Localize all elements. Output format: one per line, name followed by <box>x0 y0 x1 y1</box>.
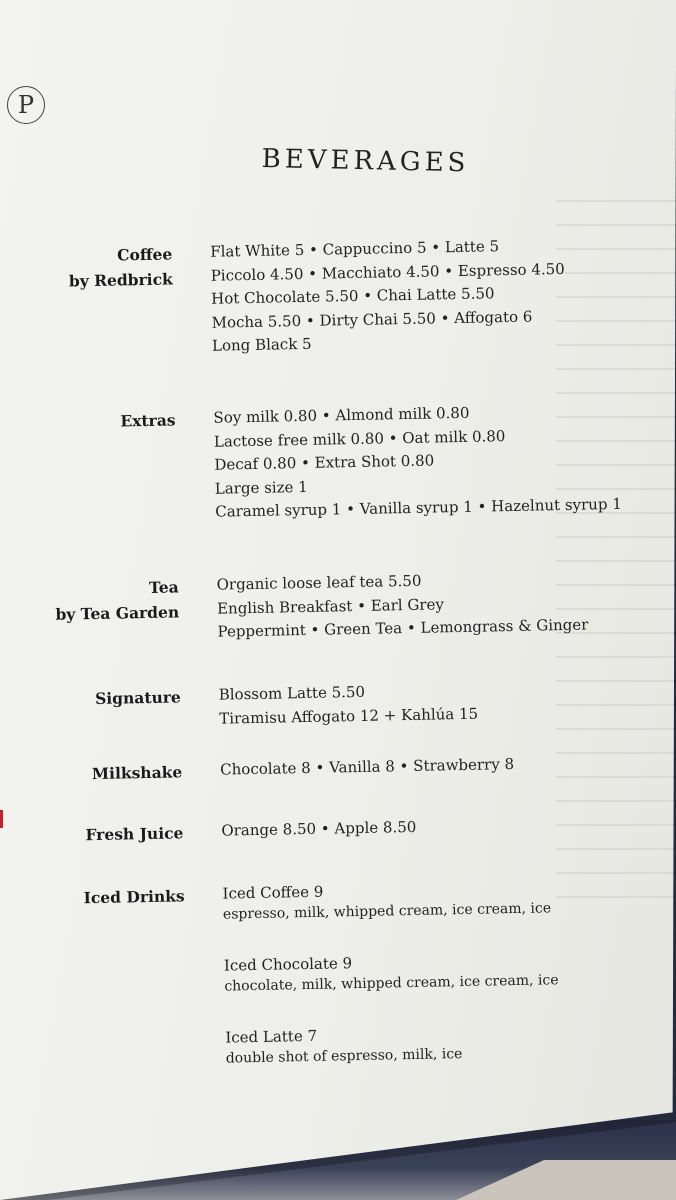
section-label-line: Extras <box>120 410 176 431</box>
section-signature <box>9 675 676 728</box>
section-label <box>9 684 181 712</box>
menu-item-line: Tiramisu Affogato 12 + Kahlúa 15 <box>219 704 479 728</box>
menu-item-line: Caramel syrup 1 • Vanilla syrup 1 • Hazelnut syrup 1 <box>215 494 622 521</box>
menu-item-line: Mocha 5.50 • Dirty Chai 5.50 • Affogato 6 <box>211 307 533 332</box>
menu-item-line: Large size 1 <box>214 477 308 498</box>
menu-item-line: Long Black 5 <box>211 334 312 355</box>
section-items <box>210 234 566 358</box>
iced-drink-description: double shot of espresso, milk, ice <box>225 1046 463 1067</box>
section-fresh-juice <box>11 811 676 845</box>
iced-drink-name: Iced Latte 7 <box>225 1026 318 1047</box>
section-items <box>221 816 416 843</box>
section-tea <box>6 565 676 641</box>
section-coffee <box>0 232 676 355</box>
section-items <box>219 679 479 731</box>
section-label <box>10 759 182 787</box>
menu-item-line: Organic loose leaf tea 5.50 <box>216 571 422 594</box>
menu-item-line: Soy milk 0.80 • Almond milk 0.80 <box>213 403 470 427</box>
iced-drink-item <box>222 876 557 924</box>
menu-item-line: Orange 8.50 • Apple 8.50 <box>221 817 417 840</box>
section-label-line: by Tea Garden <box>55 602 180 624</box>
section-items <box>216 567 588 645</box>
menu-item-line: Hot Chocolate 5.50 • Chai Latte 5.50 <box>210 284 495 308</box>
red-edge-mark <box>0 810 3 828</box>
iced-drink-name: Iced Coffee 9 <box>222 882 324 903</box>
logo-letter: P <box>17 91 35 119</box>
iced-drink-item <box>225 1020 560 1068</box>
iced-drink-item <box>224 948 559 996</box>
section-iced-drinks <box>12 874 676 1067</box>
section-label-line: Fresh Juice <box>85 823 184 845</box>
section-items <box>213 399 622 524</box>
menu-item-line: Piccolo 4.50 • Macchiato 4.50 • Espresso 4.50 <box>210 259 565 285</box>
menu-item-line: Chocolate 8 • Vanilla 8 • Strawberry 8 <box>220 754 515 779</box>
menu-item-line: Flat White 5 • Cappuccino 5 • Latte 5 <box>210 237 500 261</box>
section-extras <box>3 398 676 521</box>
section-label-line: Coffee <box>116 244 173 265</box>
menu-item-line: Lactose free milk 0.80 • Oat milk 0.80 <box>213 426 506 451</box>
menu-item-line: Blossom Latte 5.50 <box>218 682 366 704</box>
menu-item-line: Peppermint • Green Tea • Lemongrass & Ginger <box>217 615 589 641</box>
iced-drink-description: chocolate, milk, whipped cream, ice cream, ice <box>224 972 559 995</box>
section-label <box>11 820 183 848</box>
section-label-line: Signature <box>94 687 181 709</box>
iced-drink-name: Iced Chocolate 9 <box>223 954 353 975</box>
section-label <box>6 574 179 627</box>
section-label-line: Tea <box>148 577 179 597</box>
iced-drink-description: espresso, milk, whipped cream, ice cream, ice <box>222 900 552 923</box>
menu-item-line: English Breakfast • Earl Grey <box>216 594 445 618</box>
menu-item-line: Decaf 0.80 • Extra Shot 0.80 <box>214 451 435 474</box>
section-label-line: Milkshake <box>91 762 183 784</box>
page-title: BEVERAGES <box>261 144 470 179</box>
section-items <box>222 876 560 1098</box>
section-label <box>3 407 175 435</box>
section-label-line: by Redbrick <box>68 269 173 291</box>
section-items <box>220 753 514 782</box>
section-label-line: Iced Drinks <box>83 886 185 908</box>
section-label <box>0 241 173 294</box>
section-milkshake <box>10 750 676 784</box>
section-label <box>12 883 184 911</box>
